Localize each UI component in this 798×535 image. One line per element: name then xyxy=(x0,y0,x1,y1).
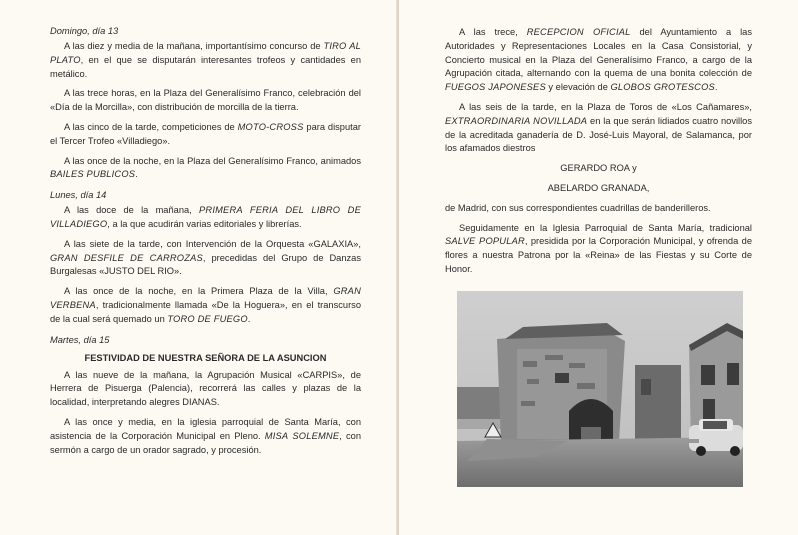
event-toro: TORO DE FUEGO xyxy=(167,313,248,324)
photo-drawing xyxy=(457,291,743,487)
paragraph-morcilla: A las trece horas, en la Plaza del Generalísimo Franco, celebración del «Día de la Morcilla», con distribución de morcilla de la tierra. xyxy=(50,88,361,113)
day-heading-14: Lunes, día 14 xyxy=(50,190,107,201)
festivity-title: FESTIVIDAD DE NUESTRA SEÑORA DE LA ASUNCION xyxy=(84,352,327,363)
day-heading-13: Domingo, día 13 xyxy=(50,26,119,36)
paragraph-carrozas: A las siete de la tarde, con Intervención de la Orquesta «GALAXIA», GRAN DESFILE DE CARROZAS, precedidas del Grupo de Danzas Burgalesas «JUSTO DEL RIO». xyxy=(50,238,361,277)
event-tiro: TIRO AL PLATO xyxy=(50,41,362,65)
paragraph-novillada: A las seis de la tarde, en la Plaza de Toros de «Los Cañamares», EXTRAORDINARIA NOVILLADA en la que serán lidiados cuatro novillos de la acreditada ganadería de D. José-Luis Mayoral, de Salamanca, por los afamados diestros xyxy=(445,101,753,154)
event-fuegos: FUEGOS JAPONESES xyxy=(445,82,546,93)
event-globos: GLOBOS GROTESCOS xyxy=(610,82,715,93)
event-verbena: GRAN VERBENA xyxy=(50,286,361,310)
bullfighter-name-2: ABELARDO GRANADA, xyxy=(547,182,650,193)
event-bailes: BAILES PUBLICOS xyxy=(50,169,136,180)
paragraph-feria: A las doce de la mañana, PRIMERA FERIA DEL LIBRO DE VILLADIEGO, a la que acudirán varias editoriales y librerías. xyxy=(50,205,361,229)
paragraph-tiro: A las diez y media de la mañana, importantísimo concurso de TIRO AL PLATO, en el que se disputarán interesantes trofeos y cantidades en metálico. xyxy=(50,41,362,79)
event-misa: MISA SOLEMNE xyxy=(264,430,340,441)
paragraph-salve: Seguidamente en la Iglesia Parroquial de Santa María, tradicional SALVE POPULAR, presidida por la Corporación Municipal, y ofrenda de flores a nuestra Patrona por la «Reina» de las Fiestas y su Corte de Honor. xyxy=(445,222,753,274)
paragraph-recepcion: A las trece, RECEPCION OFICIAL del Ayuntamiento a las Autoridades y Representaciones Locales en la Casa Consistorial, y Concierto musical en la Plaza del Generalísimo Franco, a cargo de la Agrupación citada, alternando con la quema de una bonita colección de FUEGOS JAPONESES y elevación de GLOBOS GROTESCOS. xyxy=(445,27,752,93)
event-feria: PRIMERA FERIA DEL LIBRO DE VILLADIEGO xyxy=(50,205,361,229)
event-motocross: MOTO-CROSS xyxy=(237,121,304,132)
event-salve: SALVE POPULAR xyxy=(445,236,525,247)
event-recepcion: RECEPCION OFICIAL xyxy=(526,27,631,37)
event-carrozas: GRAN DESFILE DE CARROZAS xyxy=(50,252,203,263)
paragraph-verbena: A las once de la noche, en la Primera Plaza de la Villa, GRAN VERBENA, tradicionalmente llamada «De la Hoguera», en el transcurso de la cual será quemado un TORO DE FUEGO. xyxy=(50,286,361,324)
paragraph-misa: A las once y media, en la iglesia parroquial de Santa María, con asistencia de la Corporación Municipal en Pleno. MISA SOLEMNE, con sermón a cargo de un orador sagrado, y procesión. xyxy=(50,416,361,455)
town-gate-photo xyxy=(457,291,743,487)
bullfighter-name-1: GERARDO ROA y xyxy=(560,163,637,174)
paragraph-cuadrillas: de Madrid, con sus correspondientes cuadrillas de banderilleros. xyxy=(445,202,711,213)
paragraph-dianas: A las nueve de la mañana, la Agrupación Musical «CARPIS», de Herrera de Pisuerga (Palencia), recorrerá las calles y plazas de la localidad, interpretando alegres DIANAS. xyxy=(50,369,361,408)
day-heading-15: Martes, día 15 xyxy=(50,334,110,345)
paragraph-motocross: A las cinco de la tarde, competiciones de MOTO-CROSS para disputar el Tercer Trofeo «Villadiego». xyxy=(50,121,361,146)
paragraph-bailes: A las once de la noche, en la Plaza del Generalísimo Franco, animados BAILES PUBLICOS. xyxy=(50,155,361,180)
event-novillada: EXTRAORDINARIA NOVILLADA xyxy=(445,115,588,126)
